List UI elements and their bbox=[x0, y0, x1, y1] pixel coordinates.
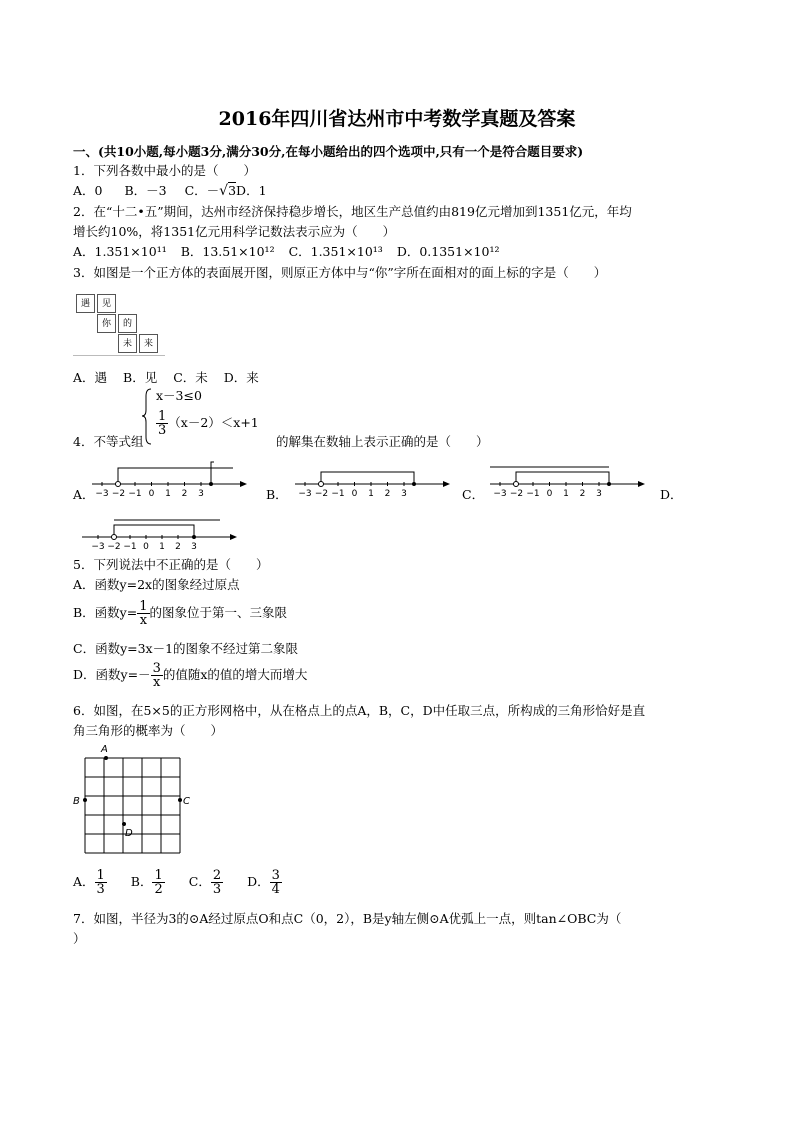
q2-options bbox=[73, 244, 499, 260]
point-a bbox=[104, 756, 108, 760]
q6-stem-line1: 6．如图，在5×5的正方形网格中，从在格点上的点A，B，C，D中任取三点，所构成的三角形恰好是直 bbox=[73, 703, 646, 718]
q4-option-b: B． bbox=[266, 487, 288, 502]
tick-label: 2 bbox=[175, 542, 181, 552]
q3-option-a: A．遇 bbox=[73, 370, 108, 385]
tick-label: 2 bbox=[384, 489, 391, 499]
tick-label: −2 bbox=[111, 489, 126, 499]
q4-option-d: D． bbox=[660, 487, 683, 502]
numberline-d bbox=[80, 515, 240, 555]
q3-options bbox=[73, 370, 259, 386]
q7-stem-line2: ） bbox=[73, 931, 86, 946]
inequality-2: $\frac{1}{3}$ （x－2）＜x+1 bbox=[158, 409, 259, 438]
q5-option-b: B．函数y= $\frac{1}{x}$ 的图象位于第一、三象限 bbox=[73, 599, 288, 628]
label-a: A bbox=[101, 744, 108, 755]
net-cell-2: 见 bbox=[97, 294, 116, 313]
q6-option-b: B． $\frac{1}{2}$ bbox=[130, 868, 163, 897]
inequality-1: x－3≤0 bbox=[156, 388, 202, 403]
q3-option-d: D．来 bbox=[223, 370, 259, 385]
tick-label: 1 bbox=[165, 489, 171, 499]
q1-stem: 1．下列各数中最小的是（ ） bbox=[73, 163, 256, 178]
tick-label: −3 bbox=[493, 489, 507, 499]
tick-labels-d bbox=[91, 535, 197, 552]
numberline-c bbox=[488, 460, 648, 502]
label-c: C bbox=[183, 796, 190, 807]
q4-stem-pre: 4．不等式组 bbox=[73, 434, 144, 449]
q1-option-c: C．－√3 bbox=[184, 183, 237, 199]
net-baseline bbox=[73, 355, 165, 356]
tick-label: −2 bbox=[509, 489, 524, 499]
net-cell-5: 未 bbox=[118, 334, 137, 353]
net-cell-6: 来 bbox=[139, 334, 158, 353]
q3-option-c: C．未 bbox=[173, 370, 208, 385]
tick-label: 0 bbox=[143, 542, 149, 552]
tick-labels-c bbox=[493, 482, 602, 499]
q2-stem-line2: 增长约10%，将1351亿元用科学记数法表示应为（ ） bbox=[73, 224, 396, 239]
tick-label: −1 bbox=[331, 489, 345, 499]
tick-label: 0 bbox=[351, 489, 358, 499]
label-d: D bbox=[125, 828, 133, 839]
cube-net-figure bbox=[73, 292, 165, 358]
tick-label: −2 bbox=[314, 489, 329, 499]
q4-option-c: C． bbox=[462, 487, 485, 502]
tick-label: −3 bbox=[95, 489, 109, 499]
point-b bbox=[83, 798, 87, 802]
q6-option-c: C． $\frac{2}{3}$ bbox=[188, 868, 222, 897]
q7-stem-line1: 7．如图，半径为3的⊙A经过原点O和点C（0，2），B是y轴左侧⊙A优弧上一点，则tan∠OBC为（ bbox=[73, 911, 622, 926]
tick-label: 3 bbox=[401, 489, 407, 499]
tick-label: 1 bbox=[159, 542, 165, 552]
tick-label: 1 bbox=[368, 489, 374, 499]
q4-stem-post: 的解集在数轴上表示正确的是（ ） bbox=[276, 434, 489, 449]
tick-label: −1 bbox=[526, 489, 540, 499]
tick-label: 3 bbox=[198, 489, 204, 499]
page-title: 2016年四川省达州市中考数学真题及答案 bbox=[218, 108, 576, 130]
tick-label: 1 bbox=[563, 489, 569, 499]
q2-option-d: D．0.1351×10¹² bbox=[396, 244, 500, 259]
tick-label: 0 bbox=[148, 489, 155, 499]
net-cell-1: 遇 bbox=[76, 294, 95, 313]
tick-label: −2 bbox=[107, 542, 121, 552]
tick-label: 3 bbox=[191, 542, 197, 552]
q2-option-b: B．13.51×10¹² bbox=[180, 244, 275, 259]
q5-option-c: C．函数y=3x－1的图象不经过第二象限 bbox=[73, 641, 299, 656]
q4-option-a: A． bbox=[73, 487, 95, 502]
q6-option-d: D． $\frac{3}{4}$ bbox=[247, 868, 280, 897]
q2-option-a: A．1.351×10¹¹ bbox=[73, 244, 167, 259]
label-b: B bbox=[73, 796, 80, 807]
point-c bbox=[178, 798, 182, 802]
tick-labels-a bbox=[95, 482, 204, 499]
numberline-b bbox=[293, 460, 453, 502]
q6-option-a: A． $\frac{1}{3}$ bbox=[73, 868, 105, 897]
q3-option-b: B．见 bbox=[123, 370, 158, 385]
q2-stem-line1: 2．在“十二•五”期间，达州市经济保持稳步增长，地区生产总值约由819亿元增加到1351亿元，年均 bbox=[73, 204, 632, 219]
net-cell-4: 的 bbox=[118, 314, 137, 333]
tick-labels-b bbox=[298, 482, 407, 499]
tick-label: −1 bbox=[123, 542, 137, 552]
tick-label: 0 bbox=[546, 489, 553, 499]
point-d bbox=[122, 822, 126, 826]
tick-label: 2 bbox=[579, 489, 586, 499]
q5-stem: 5．下列说法中不正确的是（ ） bbox=[73, 557, 269, 572]
tick-label: −3 bbox=[298, 489, 312, 499]
inequality-system bbox=[140, 386, 280, 448]
q1-option-b: B．－3 bbox=[124, 183, 167, 198]
q1-option-a: A．0 bbox=[73, 183, 103, 198]
tick-label: 2 bbox=[181, 489, 188, 499]
net-cell-3: 你 bbox=[97, 314, 116, 333]
q3-stem: 3．如图是一个正方体的表面展开图，则原正方体中与“你”字所在面相对的面上标的字是（ ） bbox=[73, 265, 607, 280]
q6-stem-line2: 角三角形的概率为（ ） bbox=[73, 723, 224, 738]
numberline-a bbox=[90, 460, 250, 502]
q1-option-d: D．1 bbox=[236, 183, 267, 198]
tick-label: 3 bbox=[596, 489, 602, 499]
q6-options bbox=[73, 869, 282, 896]
q5-option-d: D．函数y=－ $\frac{3}{x}$ 的值随x的值的增大而增大 bbox=[73, 661, 308, 690]
tick-label: −1 bbox=[128, 489, 142, 499]
grid-figure bbox=[70, 742, 195, 862]
q5-option-a: A．函数y=2x的图象经过原点 bbox=[73, 577, 240, 592]
section-heading: 一、(共10小题,每小题3分,满分30分,在每小题给出的四个选项中,只有一个是符合题目要求) bbox=[73, 144, 584, 159]
q1-options bbox=[73, 183, 267, 199]
tick-label: −3 bbox=[91, 542, 105, 552]
q2-option-c: C．1.351×10¹³ bbox=[288, 244, 383, 259]
